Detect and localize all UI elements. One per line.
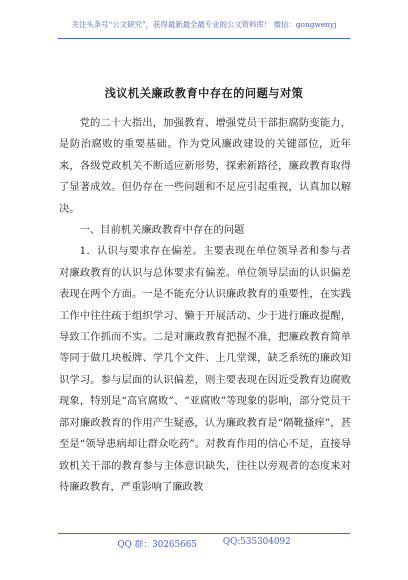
header-notice: 关注头条号“公文研究”，获得最新最全最专业的公文资料库！ 微信：gongwenyj	[71, 20, 337, 29]
intro-paragraph: 党的二十大指出，加强教育、增强党员干部拒腐防变能力，是防治腐败的重要基础。作为党风廉政建设的关键部位，近年来，各级党政机关不断适应新形势，探索新路径，廉政教育取得了显著成效。但仍存在一些问题和不足应引起重视，认真加以解决。	[59, 117, 351, 215]
header-divider	[58, 38, 350, 39]
footer-contact	[58, 537, 350, 550]
document-body	[59, 113, 351, 498]
footer-divider	[58, 533, 350, 534]
qq-number: QQ:535304092	[222, 537, 291, 547]
document-title: 浅议机关廉政教育中存在的问题与对策	[104, 86, 304, 100]
body-paragraph: 1．认识与要求存在偏差。主要表现在单位领导者和参与者对廉政教育的认识与总体要求有偏差。单位领导层面的认识偏差表现在两个方面。一是不能充分认识廉政教育的重要性，在实践工作中往往疏于组织学习、懒于开展活动、少于进行廉政提醒，导致工作抓而不实。二是对廉政教育把握不准，把廉政教育简单等同于做几块板牌、学几个文件、上几堂课，缺乏系统的廉政知识学习。参与层面的认识偏差，则主要表现在因近受教育边腐败现象，特别是“高官腐败”、“亚腐败”等现象的影响，部分党员干部对廉政教育的作用产生疑惑，认为廉政教育是“隔靴搔痒”，甚至是“领导患病却让群众吃药”。对教育作用的信心不足，直接导致机关干部的教育参与主体意识缺失，往往以旁观者的态度来对待廉政教育，严重影响了廉政教	[59, 245, 351, 493]
qq-group-number: QQ 群：30265665	[117, 540, 197, 550]
section-heading: 一、目前机关廉政教育中存在的问题	[79, 224, 245, 237]
